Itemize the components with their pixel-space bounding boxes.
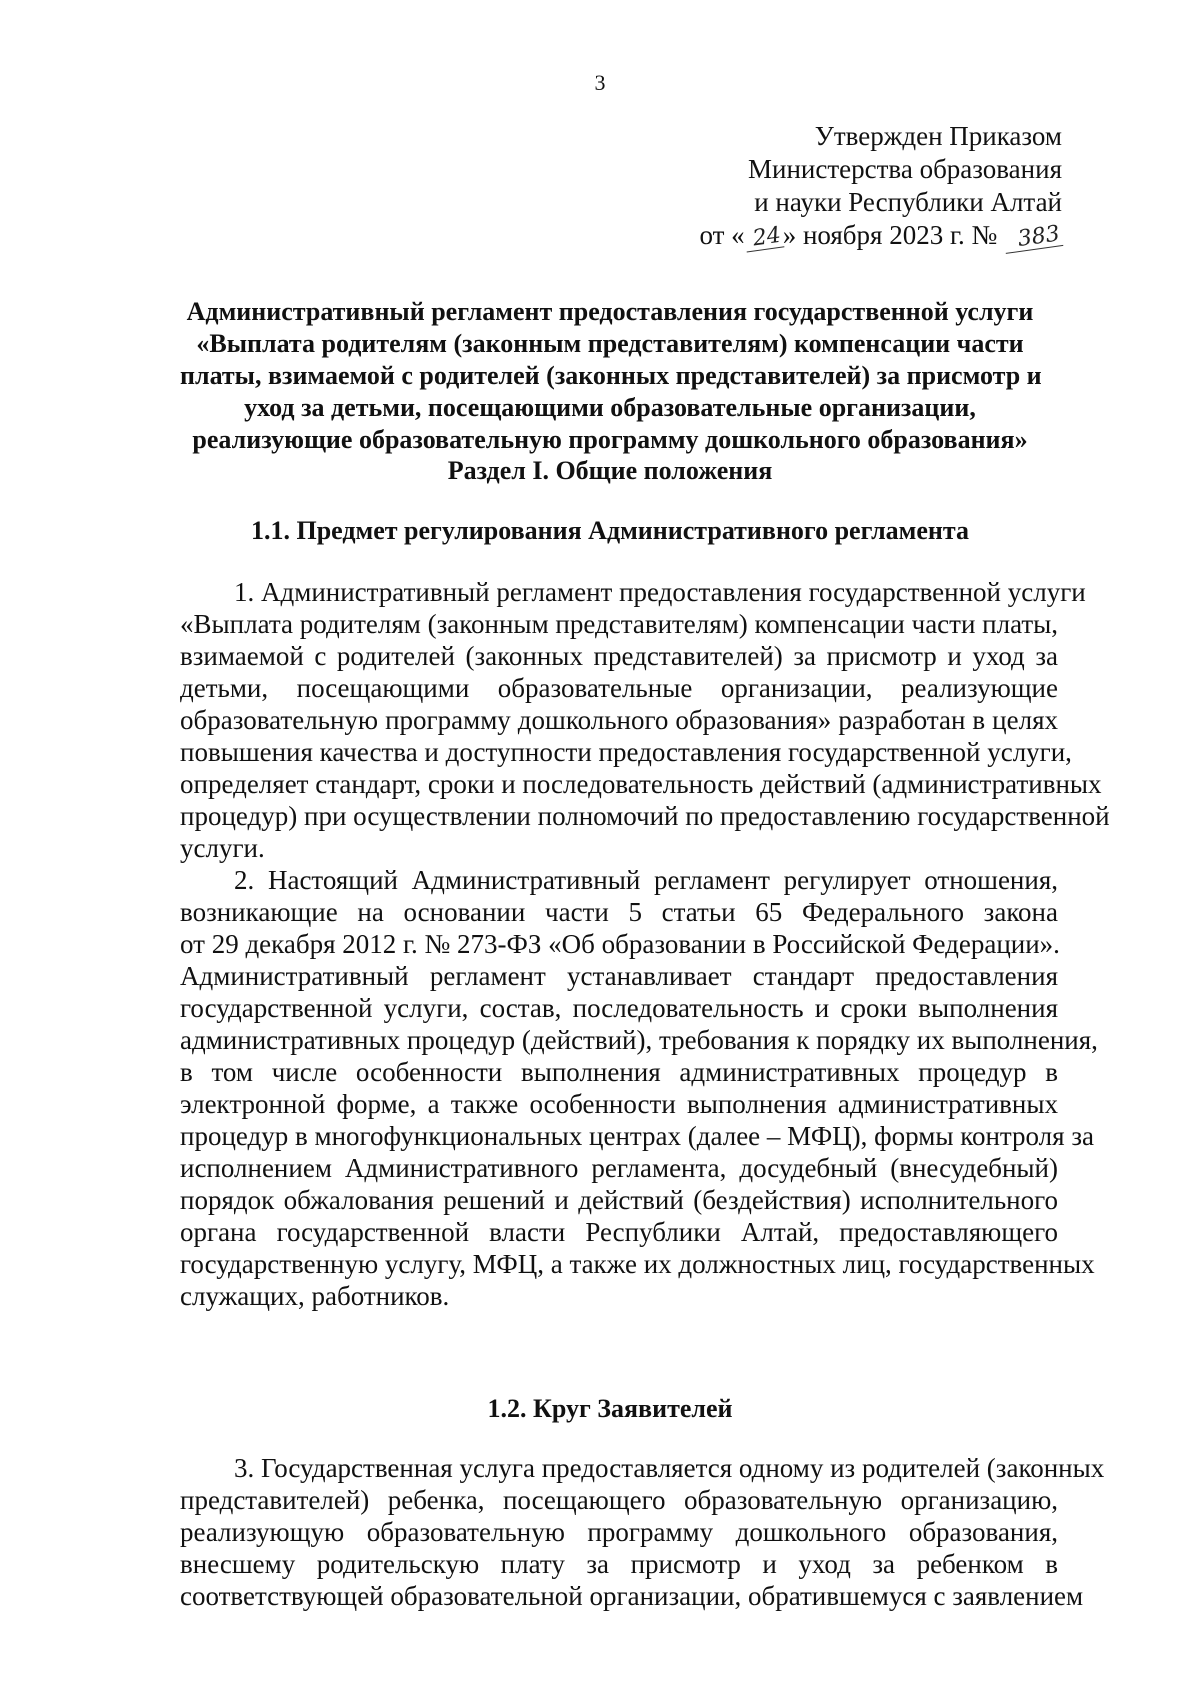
paragraph-line: процедур) при осуществлении полномочий по предоставлению государственной — [180, 801, 1110, 831]
paragraph-line: государственной услуги, состав, последовательность и сроки выполнения — [180, 993, 1058, 1023]
subsection-heading-1-2: 1.2. Круг Заявителей — [487, 1394, 733, 1423]
approval-date-middle: » ноября 2023 г. № — [782, 220, 998, 250]
handwritten-order-number: 383 — [1003, 223, 1064, 254]
approval-stamp-block — [699, 120, 1062, 252]
approval-line-3: и науки Республики Алтай — [754, 187, 1062, 217]
title-line: Административный регламент предоставления государственной услуги — [186, 297, 1034, 326]
paragraph-line: реализующую образовательную программу дошкольного образования, — [180, 1517, 1058, 1547]
approval-line-1: Утвержден Приказом — [814, 121, 1062, 151]
title-line: уход за детьми, посещающими образовательные организации, — [244, 393, 976, 422]
paragraph-line: 3. Государственная услуга предоставляется одному из родителей (законных — [234, 1453, 1105, 1483]
paragraph-line: детьми, посещающими образовательные организации, реализующие — [180, 673, 1058, 703]
section-heading: Раздел I. Общие положения — [447, 456, 773, 485]
approval-line-2: Министерства образования — [748, 154, 1062, 184]
paragraph-line: административных процедур (действий), требования к порядку их выполнения, — [180, 1025, 1098, 1055]
approval-date-line — [699, 219, 1062, 252]
paragraph-line: повышения качества и доступности предоставления государственной услуги, — [180, 737, 1072, 767]
page-number: 3 — [594, 70, 606, 95]
paragraph-line: процедур в многофункциональных центрах (далее – МФЦ), формы контроля за — [180, 1121, 1094, 1151]
paragraph-line: в том числе особенности выполнения административных процедур в — [180, 1057, 1058, 1087]
paragraph-line: электронной форме, а также особенности выполнения административных — [180, 1089, 1058, 1119]
paragraph-line: 1. Административный регламент предоставления государственной услуги — [234, 577, 1086, 607]
paragraph-line: исполнением Административного регламента, досудебный (внесудебный) — [180, 1153, 1058, 1183]
paragraph-line: образовательную программу дошкольного образования» разработан в целях — [180, 705, 1058, 735]
paragraph-line: «Выплата родителям (законным представителям) компенсации части платы, — [180, 609, 1059, 639]
paragraph-line: порядок обжалования решений и действий (бездействия) исполнительного — [180, 1185, 1058, 1215]
handwritten-day: 24 — [743, 224, 784, 252]
paragraph-line: Административный регламент устанавливает стандарт предоставления — [180, 961, 1058, 991]
title-line: «Выплата родителям (законным представителям) компенсации части — [196, 329, 1024, 358]
paragraph-line: представителей) ребенка, посещающего образовательную организацию, — [180, 1485, 1058, 1515]
paragraph-line: услуги. — [180, 833, 265, 863]
paragraph-1 — [180, 576, 1110, 864]
paragraph-3 — [180, 1452, 1105, 1612]
paragraph-line: определяет стандарт, сроки и последовательность действий (административных — [180, 769, 1102, 799]
paragraph-line: соответствующей образовательной организации, обратившемуся с заявлением — [180, 1581, 1084, 1611]
paragraph-line: органа государственной власти Республики Алтай, предоставляющего — [180, 1217, 1058, 1247]
title-line: реализующие образовательную программу дошкольного образования» — [192, 425, 1028, 454]
paragraph-line: взимаемой с родителей (законных представителей) за присмотр и уход за — [180, 641, 1058, 671]
paragraph-line: внесшему родительскую плату за присмотр и уход за ребенком в — [180, 1549, 1058, 1579]
paragraph-line: служащих, работников. — [180, 1281, 450, 1311]
paragraph-line: государственную услугу, МФЦ, а также их должностных лиц, государственных — [180, 1249, 1095, 1279]
subsection-heading-1-1: 1.1. Предмет регулирования Административного регламента — [251, 516, 969, 545]
paragraph-line: 2. Настоящий Административный регламент регулирует отношения, — [234, 865, 1058, 895]
paragraph-line: от 29 декабря 2012 г. № 273-ФЗ «Об образовании в Российской Федерации». — [180, 929, 1060, 959]
paragraph-2 — [180, 864, 1098, 1312]
approval-date-prefix: от « — [699, 220, 745, 250]
title-line: платы, взимаемой с родителей (законных представителей) за присмотр и — [180, 361, 1042, 390]
document-title — [180, 296, 1040, 456]
paragraph-line: возникающие на основании части 5 статьи 65 Федерального закона — [180, 897, 1058, 927]
